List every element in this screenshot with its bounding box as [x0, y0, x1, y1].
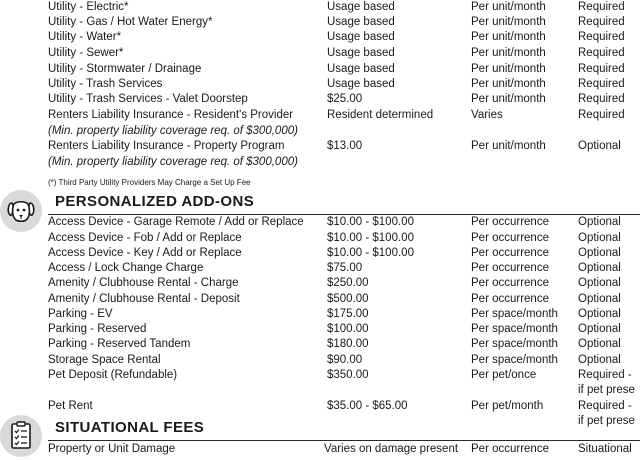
fee-item: Utility - Sewer* — [48, 47, 124, 59]
fee-item: Pet Rent — [48, 400, 93, 412]
fee-amount: $10.00 - $100.00 — [327, 247, 414, 259]
fee-frequency: Per space/month — [471, 338, 558, 350]
section-title-personalized: PERSONALIZED ADD-ONS — [55, 193, 255, 210]
fee-status: Optional — [578, 308, 621, 320]
fee-frequency: Per occurrence — [471, 232, 549, 244]
table-row — [0, 30, 640, 45]
table-row — [0, 77, 640, 92]
fee-item: Pet Deposit (Refundable) — [48, 369, 178, 381]
fee-item: Property or Unit Damage — [48, 443, 176, 455]
fee-status: Required - — [578, 369, 632, 381]
fee-frequency: Per occurrence — [471, 262, 549, 274]
fee-amount: Usage based — [327, 47, 395, 59]
fee-status: Required — [578, 63, 625, 75]
fee-status: Optional — [578, 293, 621, 305]
fee-frequency: Varies — [471, 109, 503, 121]
table-row — [0, 399, 640, 414]
fee-status: Required — [578, 31, 625, 43]
table-row — [0, 0, 640, 15]
fee-item: Parking - Reserved — [48, 323, 147, 335]
table-row — [0, 322, 640, 337]
fee-frequency: Per unit/month — [471, 16, 546, 28]
section-title-situational: SITUATIONAL FEES — [55, 419, 205, 436]
fee-status: Required — [578, 16, 625, 28]
fee-item: Amenity / Clubhouse Rental - Deposit — [48, 293, 240, 305]
fee-status: Optional — [578, 338, 621, 350]
table-row — [0, 92, 640, 107]
fee-amount: Varies on damage present — [324, 443, 459, 455]
fee-amount: Usage based — [327, 1, 395, 13]
fee-frequency: Per unit/month — [471, 93, 546, 105]
fee-status: Situational — [578, 443, 632, 455]
fee-status: Required — [578, 109, 625, 121]
table-row — [0, 353, 640, 368]
fee-item: Access Device - Key / Add or Replace — [48, 247, 242, 259]
fee-frequency: Per unit/month — [471, 1, 546, 13]
fee-amount: $13.00 — [327, 140, 363, 152]
fee-item: Access Device - Fob / Add or Replace — [48, 232, 242, 244]
fee-status: Optional — [578, 140, 621, 152]
fee-status-continued: if pet prese — [578, 415, 635, 427]
fee-status: Required — [578, 47, 625, 59]
fee-item: Renters Liability Insurance - Resident's Provider — [48, 109, 294, 121]
fee-item: Parking - Reserved Tandem — [48, 338, 191, 350]
table-row — [0, 215, 640, 230]
fee-frequency: Per space/month — [471, 308, 558, 320]
fee-amount: Usage based — [327, 78, 395, 90]
table-row — [0, 108, 640, 123]
fee-amount: Usage based — [327, 63, 395, 75]
fee-frequency: Per occurrence — [471, 443, 549, 455]
coverage-note: (Min. property liability coverage req. of $300,000) — [48, 125, 298, 137]
table-row — [0, 139, 640, 154]
coverage-note: (Min. property liability coverage req. of $300,000) — [48, 156, 298, 168]
fee-frequency: Per pet/once — [471, 369, 537, 381]
fee-amount: $25.00 — [327, 93, 363, 105]
fee-frequency: Per occurrence — [471, 216, 549, 228]
fee-item: Utility - Water* — [48, 31, 122, 43]
table-row — [0, 292, 640, 307]
fee-item: Storage Space Rental — [48, 354, 161, 366]
fee-amount: Usage based — [327, 31, 395, 43]
fee-frequency: Per occurrence — [471, 247, 549, 259]
fee-item: Utility - Stormwater / Drainage — [48, 63, 202, 75]
fee-item: Parking - EV — [48, 308, 113, 320]
fee-amount: $175.00 — [327, 308, 369, 320]
fee-amount: $75.00 — [327, 262, 363, 274]
fee-status: Required - — [578, 400, 632, 412]
fee-frequency: Per pet/month — [471, 400, 544, 412]
fee-frequency: Per occurrence — [471, 293, 549, 305]
fee-item: Utility - Gas / Hot Water Energy* — [48, 16, 213, 28]
table-row-note — [0, 155, 640, 170]
fee-amount: $10.00 - $100.00 — [327, 216, 414, 228]
fee-frequency: Per unit/month — [471, 78, 546, 90]
fee-item: Access Device - Garage Remote / Add or Replace — [48, 216, 304, 228]
fee-status: Optional — [578, 354, 621, 366]
fee-amount: Usage based — [327, 16, 395, 28]
fee-amount: $180.00 — [327, 338, 369, 350]
fee-item: Utility - Trash Services - Valet Doorstep — [48, 93, 248, 105]
fee-frequency: Per occurrence — [471, 277, 549, 289]
fee-amount: $100.00 — [327, 323, 369, 335]
fee-item: Renters Liability Insurance - Property Program — [48, 140, 285, 152]
fee-status: Required — [578, 78, 625, 90]
fee-item: Amenity / Clubhouse Rental - Charge — [48, 277, 239, 289]
fee-item: Utility - Trash Services — [48, 78, 163, 90]
fee-frequency: Per space/month — [471, 354, 558, 366]
table-row — [0, 231, 640, 246]
table-row — [0, 261, 640, 276]
table-row — [0, 368, 640, 383]
table-row — [0, 46, 640, 61]
footnote: (*) Third Party Utility Providers May Charge a Set Up Fee — [48, 178, 251, 187]
section-divider — [48, 440, 640, 441]
fee-status: Optional — [578, 262, 621, 274]
fee-item: Access / Lock Change Charge — [48, 262, 204, 274]
fee-amount: $10.00 - $100.00 — [327, 232, 414, 244]
fee-status: Optional — [578, 277, 621, 289]
fee-status: Required — [578, 1, 625, 13]
table-row — [0, 246, 640, 261]
table-row-note — [0, 124, 640, 139]
table-row — [0, 15, 640, 30]
table-row — [0, 276, 640, 291]
fee-frequency: Per unit/month — [471, 140, 546, 152]
fee-frequency: Per unit/month — [471, 31, 546, 43]
fee-status: Optional — [578, 247, 621, 259]
fee-frequency: Per unit/month — [471, 63, 546, 75]
table-row-continuation — [0, 383, 640, 398]
fee-amount: $500.00 — [327, 293, 369, 305]
fee-amount: $90.00 — [327, 354, 363, 366]
fee-amount: $35.00 - $65.00 — [327, 400, 408, 412]
fee-amount: $250.00 — [327, 277, 369, 289]
fee-frequency: Per space/month — [471, 323, 558, 335]
table-row — [0, 337, 640, 352]
fee-status: Optional — [578, 323, 621, 335]
table-row — [0, 307, 640, 322]
fee-item: Utility - Electric* — [48, 1, 129, 13]
fee-status-continued: if pet prese — [578, 384, 635, 396]
fee-amount: $350.00 — [327, 369, 369, 381]
fee-status: Optional — [578, 216, 621, 228]
table-row — [0, 442, 640, 457]
fee-frequency: Per unit/month — [471, 47, 546, 59]
fee-status: Required — [578, 93, 625, 105]
fee-amount: Resident determined — [327, 109, 434, 121]
fee-status: Optional — [578, 232, 621, 244]
table-row — [0, 62, 640, 77]
